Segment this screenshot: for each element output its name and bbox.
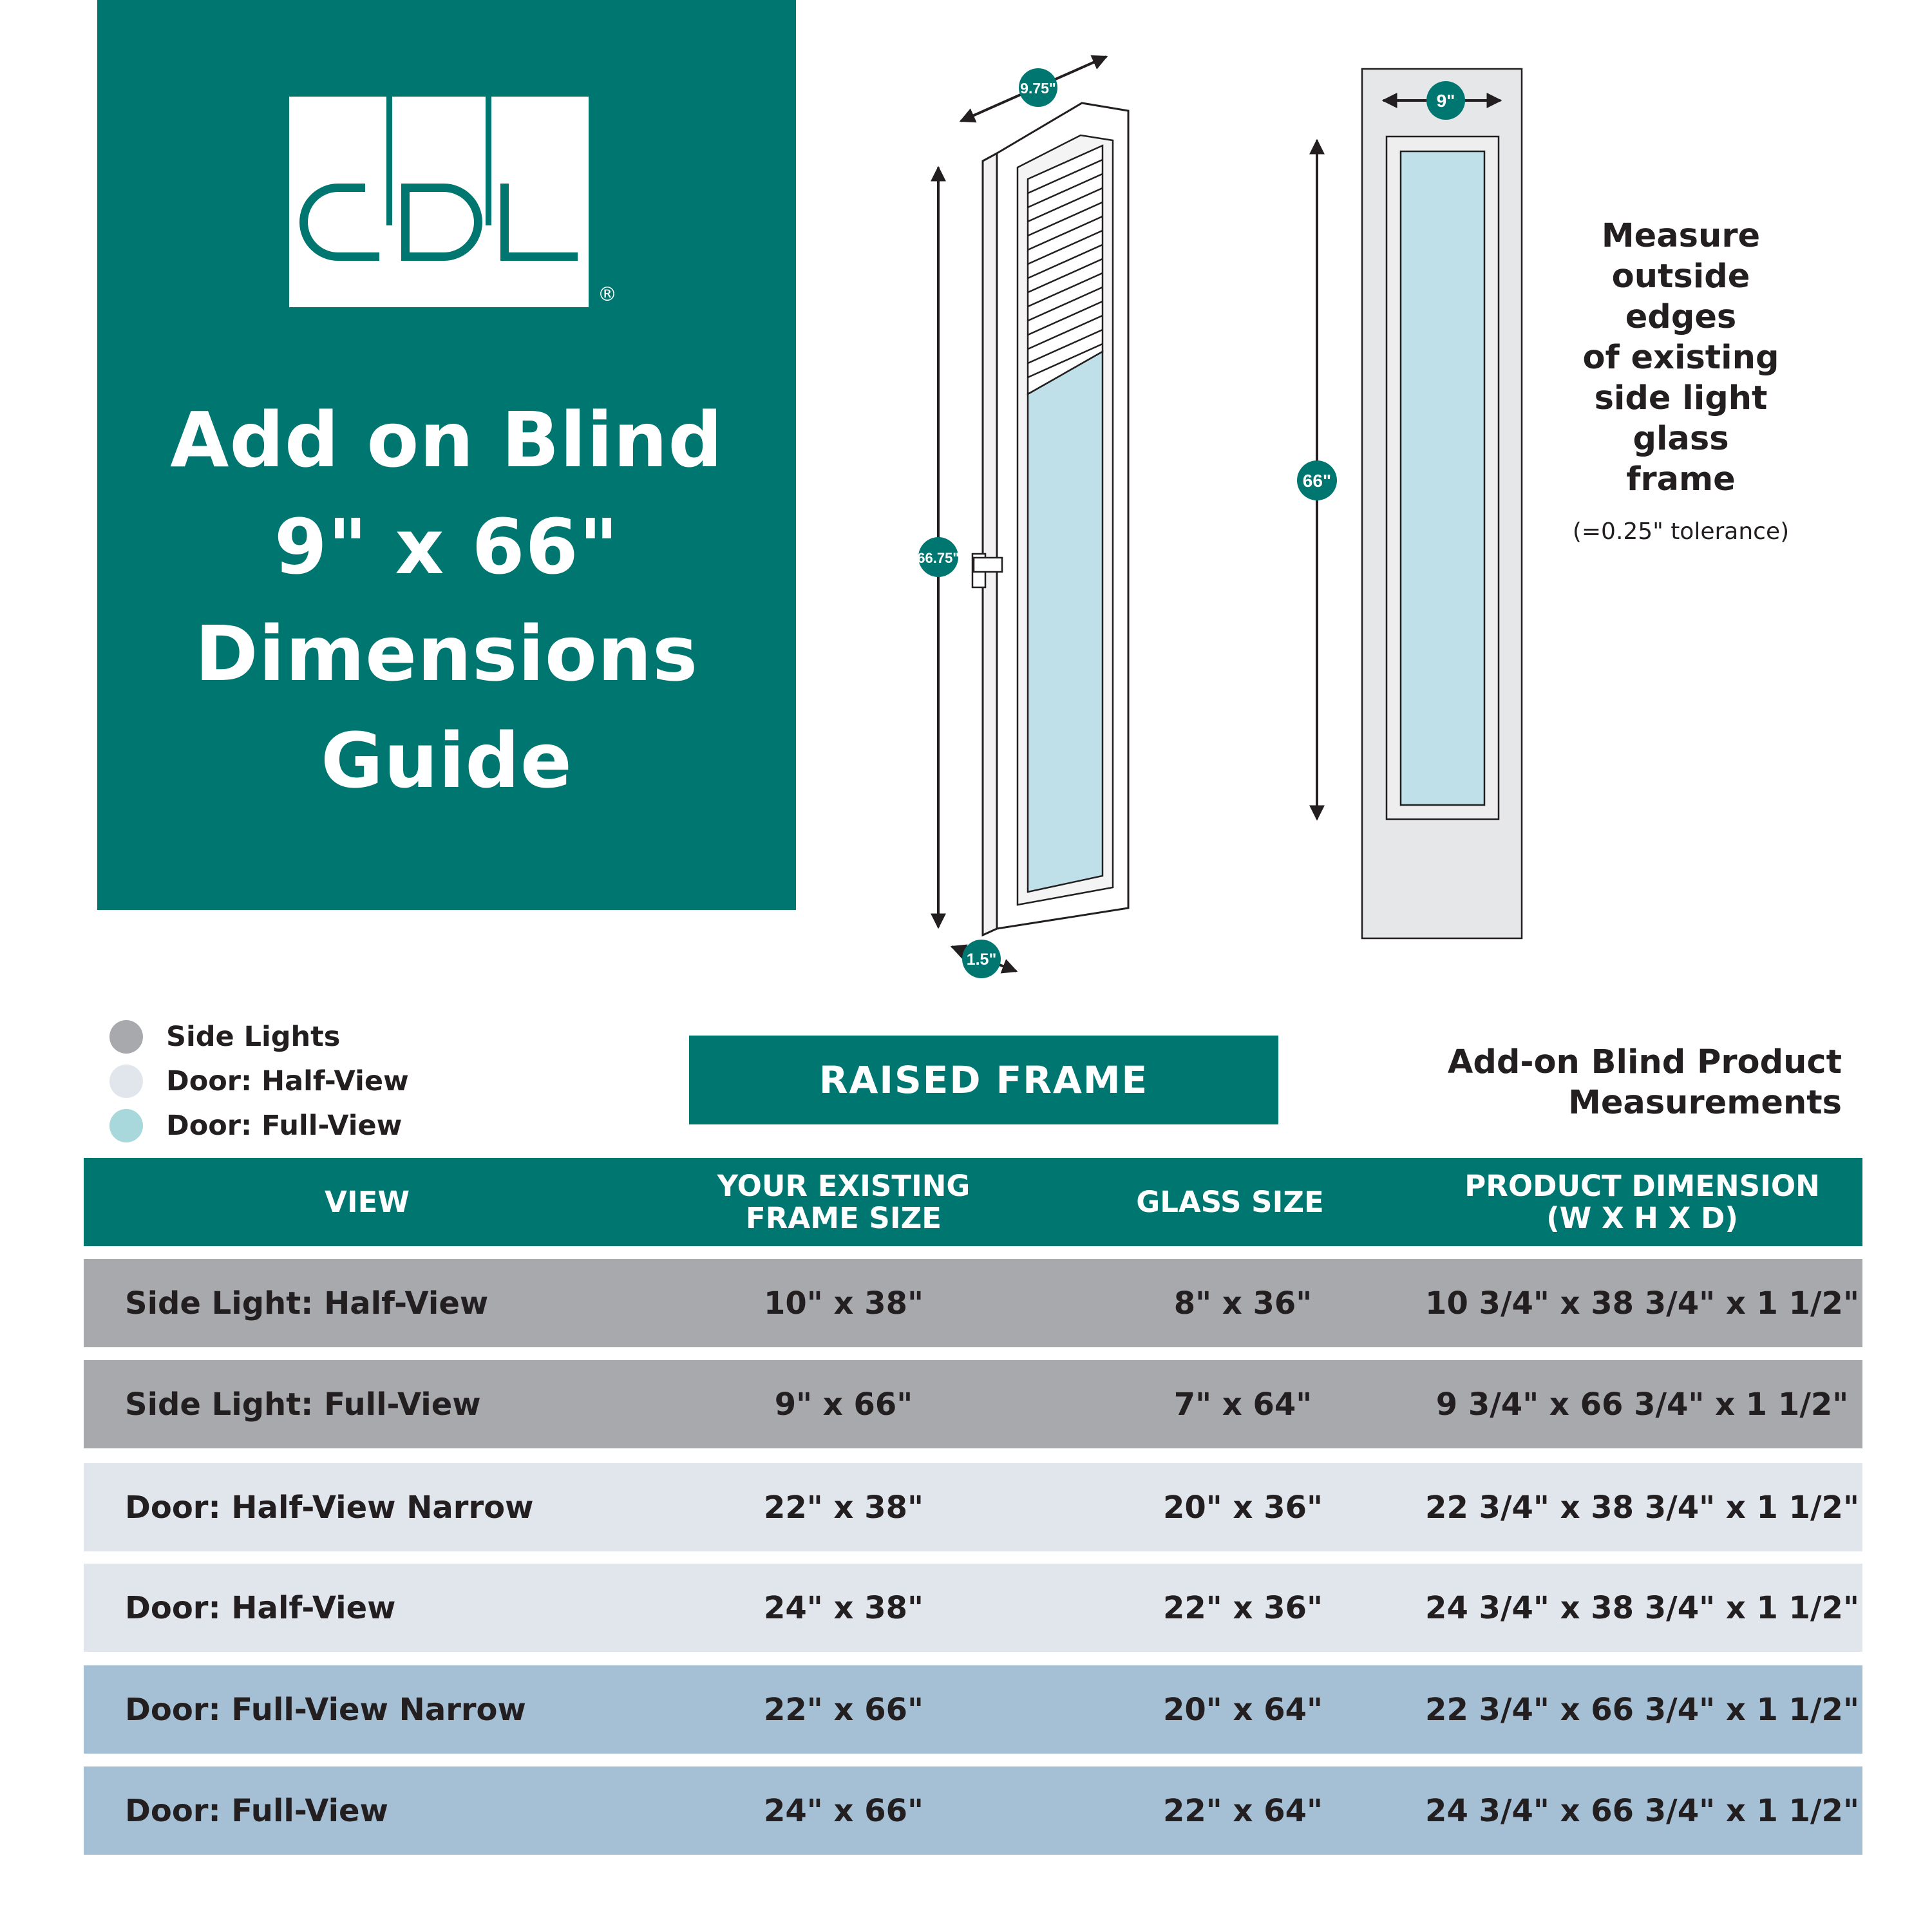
header-frame-line: YOUR EXISTING — [717, 1168, 971, 1203]
legend-item-side-lights — [109, 1018, 340, 1056]
cell-view: Side Light: Half-View — [125, 1285, 489, 1321]
cell-product-dimension: 24 3/4" x 38 3/4" x 1 1/2" — [1425, 1589, 1859, 1626]
header-product-dimension — [1436, 1158, 1848, 1246]
cell-frame-size: 22" x 66" — [764, 1691, 923, 1728]
legend-label: Door: Full-View — [166, 1110, 402, 1142]
door-depth-label: 1.5" — [966, 951, 997, 969]
cell-product-dimension: 24 3/4" x 66 3/4" x 1 1/2" — [1425, 1792, 1859, 1829]
legend-swatch — [109, 1065, 143, 1098]
header-view: VIEW — [325, 1184, 410, 1219]
dimension-diagrams — [902, 39, 1546, 992]
cell-view: Door: Half-View Narrow — [125, 1489, 534, 1526]
table-row — [84, 1360, 1862, 1448]
legend-swatch — [109, 1109, 143, 1142]
measurements-heading — [1385, 1042, 1842, 1123]
measure-line: of existing — [1582, 339, 1779, 377]
table-row — [84, 1766, 1862, 1855]
cell-frame-size: 10" x 38" — [764, 1285, 923, 1321]
table-row — [84, 1463, 1862, 1551]
cell-frame-size: 22" x 38" — [764, 1489, 923, 1526]
side-light-frame-illustration — [1362, 69, 1522, 938]
cell-product-dimension: 9 3/4" x 66 3/4" x 1 1/2" — [1435, 1386, 1849, 1423]
cell-product-dimension: 22 3/4" x 66 3/4" x 1 1/2" — [1425, 1691, 1859, 1728]
title-line: Dimensions — [194, 609, 699, 698]
cell-glass-size: 20" x 36" — [1163, 1489, 1323, 1526]
measurements-heading-line: Add-on Blind Product — [1447, 1043, 1842, 1081]
cell-view: Side Light: Full-View — [125, 1386, 481, 1423]
legend-swatch — [109, 1020, 143, 1054]
table-row — [84, 1564, 1862, 1652]
cell-frame-size: 9" x 66" — [774, 1386, 913, 1423]
legend-item-door-half-view — [109, 1062, 409, 1101]
legend-label: Door: Half-View — [166, 1065, 409, 1097]
cell-view: Door: Full-View Narrow — [125, 1691, 526, 1728]
registered-mark: ® — [598, 283, 617, 306]
cell-glass-size: 8" x 36" — [1173, 1285, 1312, 1321]
table-header — [84, 1158, 1862, 1246]
measure-line: glass — [1633, 420, 1729, 458]
blind-slats — [1028, 146, 1103, 394]
door-height-label: 66.75" — [917, 550, 960, 566]
header-frame-size — [644, 1158, 1043, 1246]
legend-label: Side Lights — [166, 1021, 341, 1053]
table-row — [84, 1259, 1862, 1347]
raised-frame-banner: RAISED FRAME — [689, 1036, 1278, 1124]
measure-instructions — [1533, 216, 1829, 500]
legend-item-door-full-view — [109, 1106, 402, 1145]
header-product-line: PRODUCT DIMENSION — [1464, 1168, 1820, 1203]
measure-line: frame — [1626, 460, 1736, 498]
measure-line: edges — [1625, 298, 1737, 336]
title-line: Add on Blind — [170, 395, 723, 484]
tolerance-note: (=0.25" tolerance) — [1572, 518, 1790, 545]
cell-glass-size: 22" x 64" — [1163, 1792, 1323, 1829]
measurements-heading-line: Measurements — [1568, 1084, 1842, 1122]
table-row — [84, 1665, 1862, 1754]
frame-height-label: 66" — [1302, 471, 1332, 491]
cell-glass-size: 7" x 64" — [1173, 1386, 1312, 1423]
cell-frame-size: 24" x 38" — [764, 1589, 923, 1626]
measure-line: Measure — [1601, 217, 1761, 255]
frame-width-label: 9" — [1436, 91, 1455, 111]
page-title — [97, 386, 796, 814]
cell-glass-size: 20" x 64" — [1163, 1691, 1323, 1728]
cell-product-dimension: 22 3/4" x 38 3/4" x 1 1/2" — [1425, 1489, 1859, 1526]
measure-line: outside — [1611, 258, 1750, 296]
cell-frame-size: 24" x 66" — [764, 1792, 923, 1829]
header-glass-size: GLASS SIZE — [1136, 1184, 1324, 1219]
odl-logo — [289, 97, 589, 307]
cell-view: Door: Half-View — [125, 1589, 396, 1626]
header-frame-line: FRAME SIZE — [746, 1200, 942, 1235]
cell-view: Door: Full-View — [125, 1792, 388, 1829]
door-blind-illustration — [972, 103, 1128, 935]
header-product-line: (W X H X D) — [1546, 1200, 1738, 1235]
door-width-label: 9.75" — [1020, 80, 1056, 97]
measure-line: side light — [1594, 379, 1768, 417]
title-line: 9" x 66" — [274, 502, 620, 591]
odl-logo-mark — [289, 97, 589, 307]
cell-product-dimension: 10 3/4" x 38 3/4" x 1 1/2" — [1425, 1285, 1859, 1321]
cell-glass-size: 22" x 36" — [1163, 1589, 1323, 1626]
title-line: Guide — [321, 716, 573, 805]
